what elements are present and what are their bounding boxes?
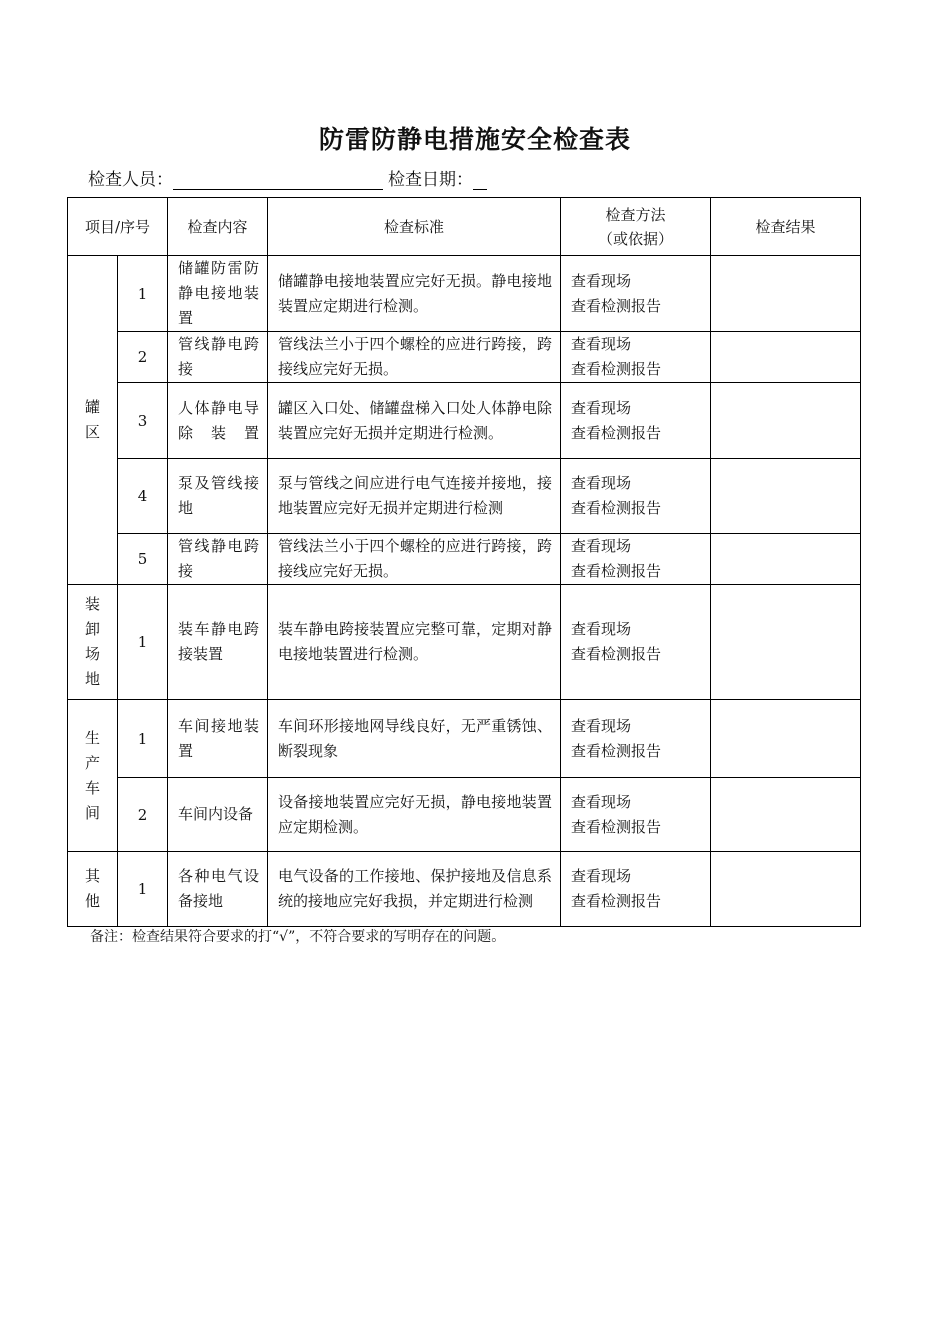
row-number: 3 [118, 383, 168, 459]
header-standard: 检查标准 [268, 198, 561, 256]
row-standard: 车间环形接地网导线良好，无严重锈蚀、断裂现象 [268, 700, 561, 778]
row-number: 1 [118, 256, 168, 332]
table-row [68, 585, 861, 700]
row-result-cell[interactable] [711, 585, 861, 700]
row-standard: 储罐静电接地装置应完好无损。静电接地装置应定期进行检测。 [268, 256, 561, 332]
category-tank-area: 罐 区 [68, 256, 118, 585]
row-content: 管线静电跨接 [168, 534, 268, 585]
category-workshop: 生 产 车 间 [68, 700, 118, 852]
table-row [68, 534, 861, 585]
table-row [68, 852, 861, 927]
row-content: 人体静电导除装置 [168, 383, 268, 459]
row-content: 车间内设备 [168, 778, 268, 852]
header-result: 检查结果 [711, 198, 861, 256]
row-standard: 电气设备的工作接地、保护接地及信息系统的接地应完好我损，并定期进行检测 [268, 852, 561, 927]
row-standard: 管线法兰小于四个螺栓的应进行跨接，跨接线应完好无损。 [268, 332, 561, 383]
row-method: 查看现场 查看检测报告 [561, 700, 711, 778]
row-result-cell[interactable] [711, 700, 861, 778]
table-row [68, 700, 861, 778]
category-loading-area: 装 卸 场 地 [68, 585, 118, 700]
row-number: 1 [118, 700, 168, 778]
row-result-cell[interactable] [711, 852, 861, 927]
row-method: 查看现场 查看检测报告 [561, 256, 711, 332]
table-row [68, 459, 861, 534]
row-content: 各种电气设备接地 [168, 852, 268, 927]
row-method: 查看现场 查看检测报告 [561, 585, 711, 700]
row-standard: 罐区入口处、储罐盘梯入口处人体静电除装置应完好无损并定期进行检测。 [268, 383, 561, 459]
date-label: 检查日期： [388, 170, 473, 190]
inspector-field [88, 165, 383, 190]
date-field [388, 165, 487, 190]
table-row [68, 778, 861, 852]
header-content: 检查内容 [168, 198, 268, 256]
row-content: 装车静电跨接装置 [168, 585, 268, 700]
date-underline [473, 169, 487, 190]
row-result-cell[interactable] [711, 778, 861, 852]
inspector-underline [173, 169, 383, 190]
row-result-cell[interactable] [711, 534, 861, 585]
row-standard: 设备接地装置应完好无损，静电接地装置应定期检测。 [268, 778, 561, 852]
row-method: 查看现场 查看检测报告 [561, 852, 711, 927]
header-item-no: 项目/序号 [68, 198, 168, 256]
header-method-line1: 检查方法 [605, 205, 666, 224]
table-row [68, 256, 861, 332]
inspector-label: 检查人员： [88, 170, 173, 190]
row-result-cell[interactable] [711, 256, 861, 332]
row-content: 储罐防雷防静电接地装置 [168, 256, 268, 332]
row-standard: 泵与管线之间应进行电气连接并接地，接地装置应完好无损并定期进行检测 [268, 459, 561, 534]
row-method: 查看现场 查看检测报告 [561, 383, 711, 459]
row-number: 1 [118, 852, 168, 927]
table-row [68, 332, 861, 383]
row-result-cell[interactable] [711, 459, 861, 534]
row-method: 查看现场 查看检测报告 [561, 778, 711, 852]
table-row [68, 383, 861, 459]
footnote: 备注：检查结果符合要求的打“√”，不符合要求的写明存在的问题。 [90, 929, 506, 945]
row-standard: 管线法兰小于四个螺栓的应进行跨接，跨接线应完好无损。 [268, 534, 561, 585]
page-title: 防雷防静电措施安全检查表 [318, 125, 631, 154]
row-standard: 装车静电跨接装置应完整可靠，定期对静电接地装置进行检测。 [268, 585, 561, 700]
row-number: 1 [118, 585, 168, 700]
row-number: 2 [118, 332, 168, 383]
row-number: 5 [118, 534, 168, 585]
header-method-line2: （或依据） [597, 229, 673, 248]
header-method [561, 198, 711, 256]
row-method: 查看现场 查看检测报告 [561, 534, 711, 585]
row-number: 2 [118, 778, 168, 852]
row-content: 管线静电跨接 [168, 332, 268, 383]
row-number: 4 [118, 459, 168, 534]
category-other: 其 他 [68, 852, 118, 927]
row-content: 车间接地装置 [168, 700, 268, 778]
inspection-table [67, 197, 861, 927]
row-result-cell[interactable] [711, 332, 861, 383]
table-header-row [68, 198, 861, 256]
row-method: 查看现场 查看检测报告 [561, 459, 711, 534]
row-content: 泵及管线接地 [168, 459, 268, 534]
row-method: 查看现场 查看检测报告 [561, 332, 711, 383]
row-result-cell[interactable] [711, 383, 861, 459]
